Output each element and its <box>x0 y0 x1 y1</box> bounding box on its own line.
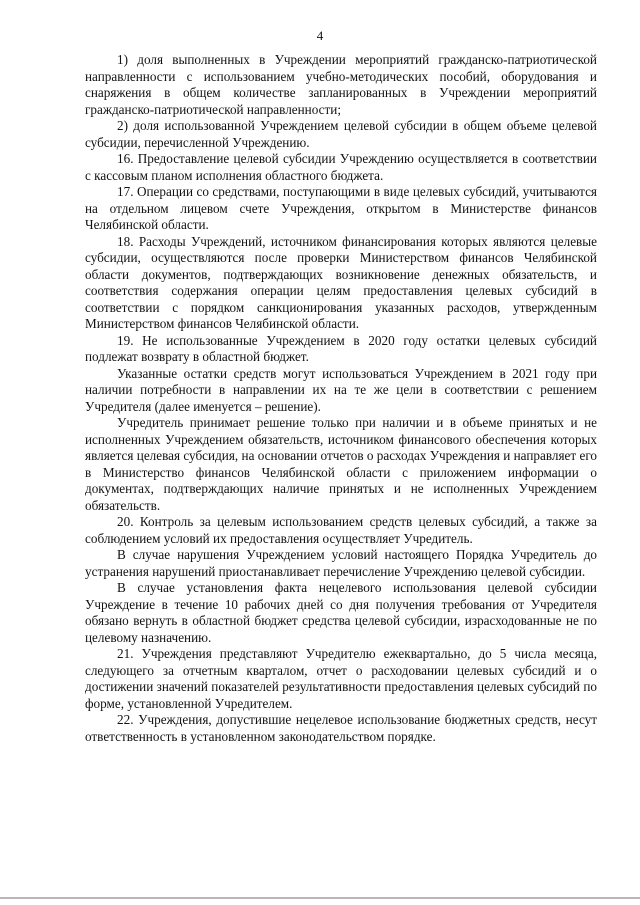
paragraph-19-remainders: Указанные остатки средств могут использоваться Учреждением в 2021 году при наличии потребности в направлении их на те же цели в соответствии с решением Учредителя (далее именуется – решение). <box>85 365 597 414</box>
paragraph-item-1: 1) доля выполненных в Учреждении мероприятий гражданско-патриотической направленности с использованием учебно-методических пособий, оборудования и снаряжения в общем количестве запланированных в Учреждении мероприятий гражданско-патриотической направленности; <box>85 52 597 117</box>
paragraph-19-founder-decision: Учредитель принимает решение только при наличии и в объеме принятых и не исполненных Учреждением обязательств, источником финансового обеспечения которых является целевая субсидия, на основании отчетов о расходах Учреждения и направляет его в Министерство финансов Челябинской области с приложением информации о документах, подтверждающих наличие принятых и не исполненных Учреждением обязательств. <box>85 415 597 513</box>
paragraph-20-misuse: В случае установления факта нецелевого использования целевой субсидии Учреждение в течение 10 рабочих дней со дня получения требования от Учредителя обязано вернуть в областной бюджет средства целевой субсидии, израсходованные не по целевому назначению. <box>85 580 597 645</box>
paragraph-19: 19. Не использованные Учреждением в 2020 году остатки целевых субсидий подлежат возврату в областной бюджет. <box>85 332 597 364</box>
paragraph-18: 18. Расходы Учреждений, источником финансирования которых являются целевые субсидии, осуществляются после проверки Министерством финансов Челябинской области документов, подтверждающих возникновение денежных обязательств, и соответствия содержания операции целям предоставления целевых субсидий в соответствии с порядком санкционирования указанных расходов, утвержденным Министерством финансов Челябинской области. <box>85 233 597 331</box>
paragraph-17: 17. Операции со средствами, поступающими в виде целевых субсидий, учитываются на отдельном лицевом счете Учреждения, открытом в Министерстве финансов Челябинской области. <box>85 184 597 232</box>
paragraph-20-violation: В случае нарушения Учреждением условий настоящего Порядка Учредитель до устранения нарушений приостанавливает перечисление Учреждению целевой субсидии. <box>85 547 597 579</box>
paragraph-21: 21. Учреждения представляют Учредителю ежеквартально, до 5 числа месяца, следующего за отчетным кварталом, отчет о расходовании целевых субсидий и о достижении значений показателей результативности предоставления целевых субсидий по форме, установленной Учредителем. <box>85 646 597 711</box>
scan-edge-line <box>0 897 640 899</box>
paragraph-16: 16. Предоставление целевой субсидии Учреждению осуществляется в соответствии с кассовым планом исполнения областного бюджета. <box>85 151 597 183</box>
paragraph-22: 22. Учреждения, допустившие нецелевое использование бюджетных средств, несут ответственность в установленном законодательством порядке. <box>85 712 597 744</box>
paragraph-item-2: 2) доля использованной Учреждением целевой субсидии в общем объеме целевой субсидии, перечисленной Учреждению. <box>85 118 597 150</box>
document-body <box>85 52 597 745</box>
page-number: 4 <box>316 28 324 43</box>
paragraph-20: 20. Контроль за целевым использованием средств целевых субсидий, а также за соблюдением условий их предоставления осуществляет Учредитель. <box>85 514 597 546</box>
